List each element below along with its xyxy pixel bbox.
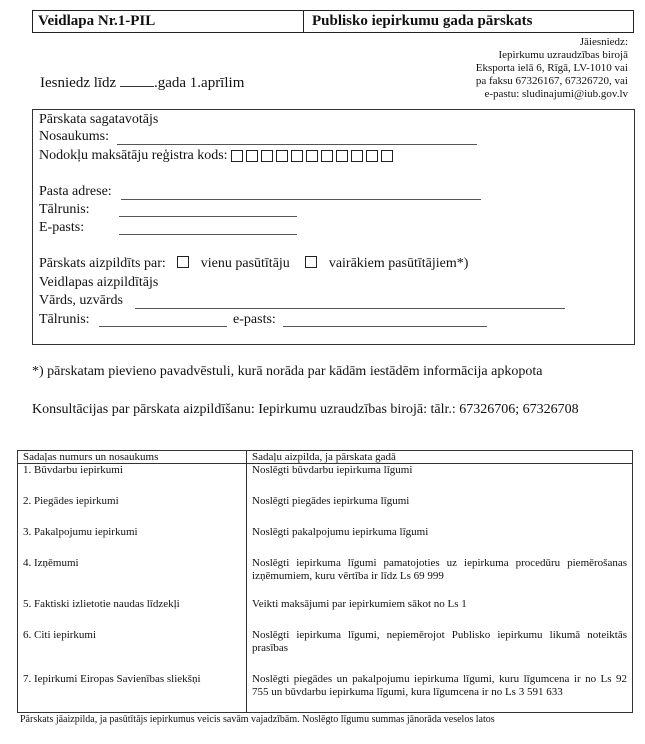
condition-cell: Noslēgti piegādes un pakalpojumu iepirkuma līgumi, kuru līgumcena ir no Ls 92 755 un būvdarbu iepirkuma līgumi, kura līgumcena ir no Ls 3 591 633: [247, 673, 633, 713]
section-cell: 4. Izņēmumi: [18, 557, 247, 598]
section-cell: 6. Citi iepirkumi: [18, 629, 247, 673]
one-customer-label: vienu pasūtītāju: [200, 256, 290, 271]
section-cell: 3. Pakalpojumu iepirkumi: [18, 526, 247, 557]
one-customer-checkbox[interactable]: [177, 256, 189, 268]
submission-line: e-pastu: sludinajumi@iub.gov.lv: [484, 88, 628, 100]
condition-cell: Noslēgti būvdarbu iepirkuma līgumi: [247, 464, 633, 495]
filler-email-label: e-pasts:: [233, 312, 276, 327]
email-field[interactable]: [119, 234, 297, 235]
table-header-row: [18, 451, 633, 464]
phone-label: Tālrunis:: [39, 202, 90, 217]
table-row: [18, 464, 633, 495]
filled-for-row: [39, 256, 468, 272]
table-row: [18, 629, 633, 673]
name-label: Nosaukums:: [39, 129, 109, 144]
submission-line: pa faksu 67326167, 67326720, vai: [475, 75, 628, 87]
filled-for-label: Pārskats aizpildīts par:: [39, 256, 166, 271]
submission-line: Jāiesniedz:: [579, 36, 628, 48]
sections-table: [17, 450, 633, 713]
consultation-info: Konsultācijas par pārskata aizpildīšanu: Iepirkumu uzraudzības birojā: tālr.: 67326706; 67326708: [32, 402, 579, 417]
column-header-section: Sadaļas numurs un nosaukums: [18, 451, 247, 464]
form-header: [32, 10, 634, 33]
deadline: [40, 75, 244, 92]
table-row: [18, 526, 633, 557]
section-cell: 2. Piegādes iepirkumi: [18, 495, 247, 526]
section-cell: 7. Iepirkumi Eiropas Savienības sliekšņi: [18, 673, 247, 713]
form-number: Veidlapa Nr.1-PIL: [33, 11, 304, 32]
preparer-heading: Pārskata sagatavotājs: [39, 112, 159, 127]
column-header-condition: Sadaļu aizpilda, ja pārskata gadā: [247, 451, 633, 464]
many-customers-checkbox[interactable]: [305, 256, 317, 268]
filler-phone-label: Tālrunis:: [39, 312, 90, 327]
table-row: [18, 598, 633, 629]
name-field[interactable]: [117, 144, 477, 145]
submission-line: Iepirkumu uzraudzības birojā: [498, 49, 628, 61]
table-row: [18, 495, 633, 526]
phone-field[interactable]: [119, 216, 297, 217]
tax-code-label: Nodokļu maksātāju reģistra kods:: [39, 148, 228, 163]
submission-address: [388, 36, 628, 101]
filler-phone-field[interactable]: [99, 326, 227, 327]
filler-name-field[interactable]: [135, 308, 565, 309]
preparer-section: [32, 109, 635, 345]
deadline-suffix: .gada 1.aprīlim: [153, 75, 245, 91]
postal-label: Pasta adrese:: [39, 184, 112, 199]
condition-cell: Noslēgti iepirkuma līgumi pamatojoties uz iepirkuma procedūru piemērošanas izņēmumiem, kuru vērtība ir līdz Ls 69 999: [247, 557, 633, 598]
tax-code-boxes[interactable]: [231, 150, 396, 166]
deadline-prefix: Iesniedz līdz: [40, 75, 117, 91]
table-row: [18, 557, 633, 598]
tax-code-row: [39, 148, 396, 166]
table-row: [18, 673, 633, 713]
submission-line: Eksporta ielā 6, Rīgā, LV-1010 vai: [475, 62, 628, 74]
filler-name-label: Vārds, uzvārds: [39, 293, 123, 308]
condition-cell: Veikti maksājumi par iepirkumiem sākot no Ls 1: [247, 598, 633, 629]
section-cell: 5. Faktiski izlietotie naudas līdzekļi: [18, 598, 247, 629]
form-title: Publisko iepirkumu gada pārskats: [312, 13, 533, 29]
filler-email-field[interactable]: [283, 326, 487, 327]
email-label: E-pasts:: [39, 220, 85, 235]
deadline-year-field[interactable]: [120, 86, 154, 87]
condition-cell: Noslēgti piegādes iepirkuma līgumi: [247, 495, 633, 526]
condition-cell: Noslēgti iepirkuma līgumi, nepiemērojot Publisko iepirkumu likumā noteiktās prasības: [247, 629, 633, 673]
many-customers-label: vairākiem pasūtītājiem*): [328, 256, 469, 271]
attachment-note: *) pārskatam pievieno pavadvēstuli, kurā norāda par kādām iestādēm informācija apkopota: [32, 364, 543, 379]
section-cell: 1. Būvdarbu iepirkumi: [18, 464, 247, 495]
filler-heading: Veidlapas aizpildītājs: [39, 275, 159, 290]
postal-field[interactable]: [121, 199, 481, 200]
footnote: Pārskats jāaizpilda, ja pasūtītājs iepirkumus veicis savām vajadzībām. Noslēgto līgumu summas jānorāda veselos latos: [20, 714, 495, 725]
condition-cell: Noslēgti pakalpojumu iepirkuma līgumi: [247, 526, 633, 557]
